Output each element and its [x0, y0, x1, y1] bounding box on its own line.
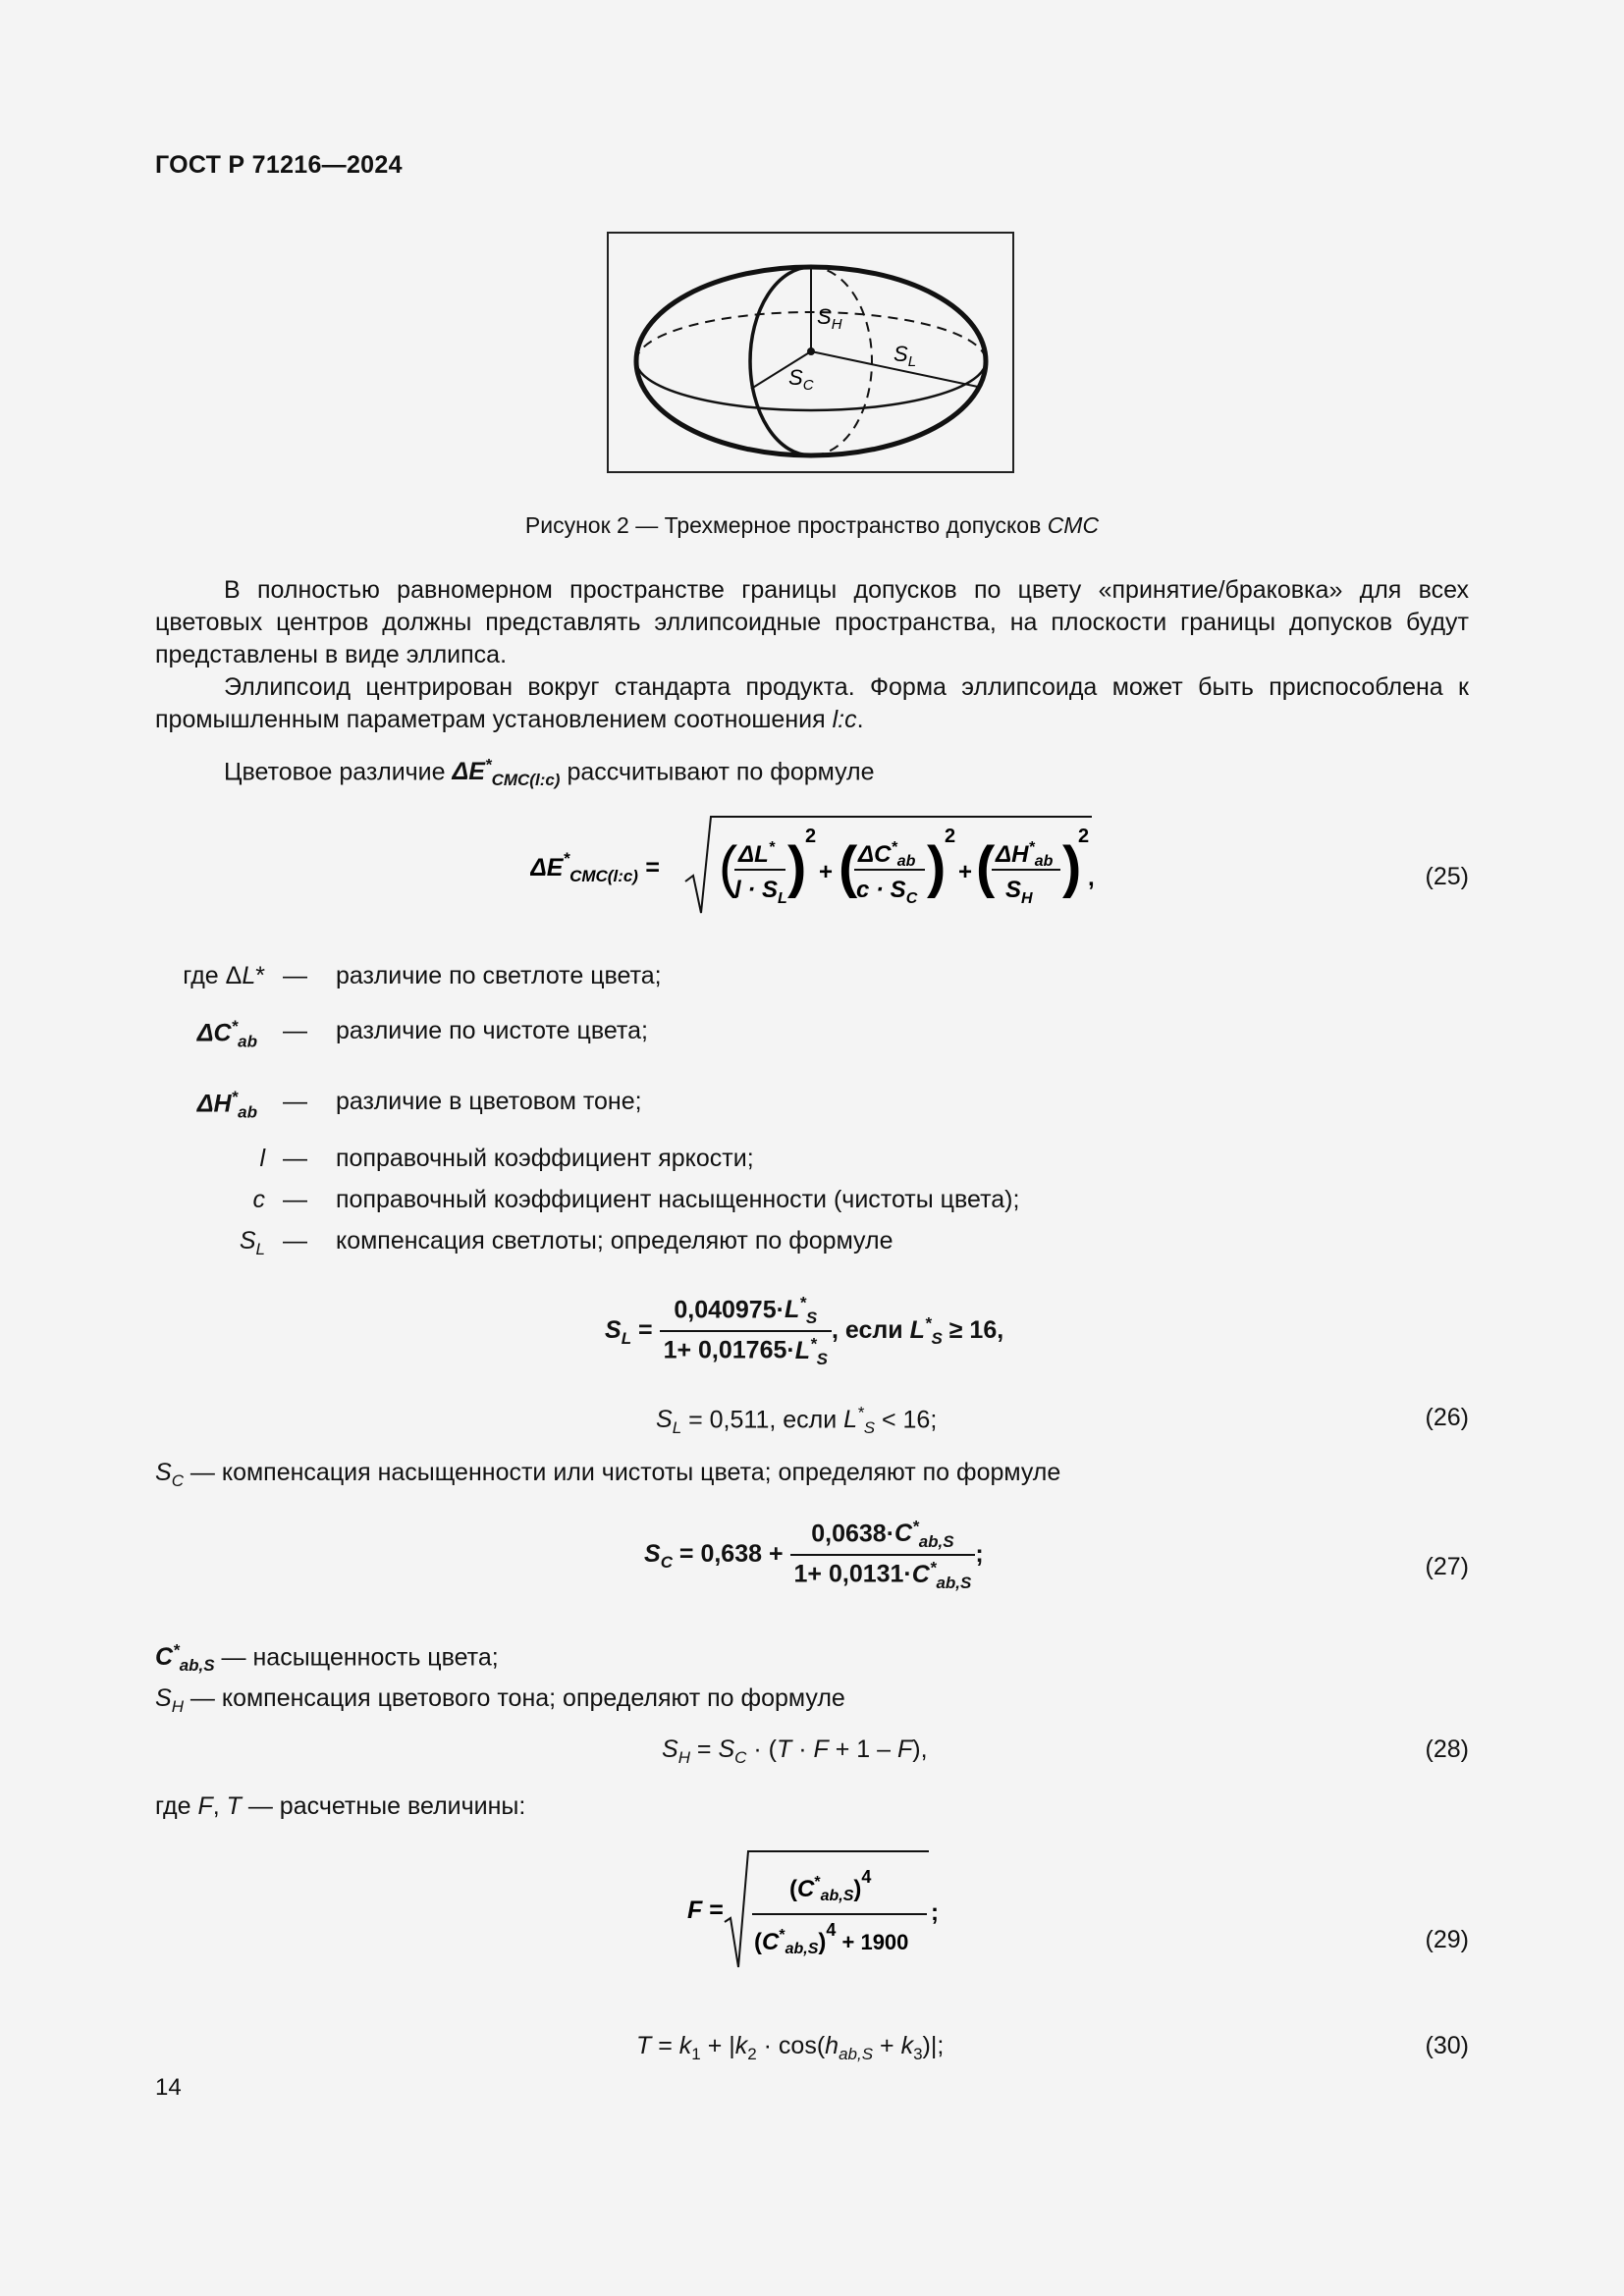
equation-29 — [687, 1847, 943, 1982]
def-dash-3: — — [283, 1088, 307, 1115]
def-symbol-l: l — [259, 1145, 265, 1172]
svg-text:): ) — [927, 835, 947, 899]
svg-text:(: ( — [839, 835, 858, 899]
def-symbol-dl: где ΔL* — [183, 962, 265, 989]
sc-label: $S_C$ — [788, 365, 814, 394]
def-dash-2: — — [283, 1017, 307, 1044]
svg-text:ΔE*CMC(l:c) =: $\Delta E^*_{CMC(l:c)}$ = — [530, 849, 660, 885]
def-text-l: поправочный коэффициент яркости; — [336, 1145, 754, 1172]
ellipsoid-figure — [607, 232, 1014, 473]
sh-definition: $S_H$ — компенсация цветового тона; определяют по формуле — [155, 1684, 845, 1716]
svg-text:ΔL*: ΔL* — [738, 839, 776, 868]
equation-28: $S_H = S_C \cdot (T \cdot F + 1 - F)$, — [662, 1735, 928, 1767]
svg-text:(C*ab,S)4 + 1900: $(C^*_{ab,S})^4 + 1900$ — [754, 1920, 909, 1957]
equation-27: $S_C = 0,638$ + $\frac{0,0638\cdot C^*_{ab,S}}{1+ 0,0131\cdot C^*_{ab,S}}$ ; — [644, 1518, 984, 1592]
paragraph-1: В полностью равномерном пространстве границы допусков по цвету «принятие/браковка» для всех цветовых центров должны представлять эллипсоидные пространства, на плоскости границы допусков будут представлены в виде эллипса. — [155, 576, 1469, 668]
svg-text:ΔC*ab: $\Delta C^*_{ab}$ — [858, 839, 916, 870]
equation-number-26: (26) — [1425, 1404, 1469, 1431]
equation-25 — [530, 813, 1100, 928]
paragraph-3: Цветовое различие $\Delta E^*_{CMC(l:c)}$ рассчитывают по формуле — [224, 756, 875, 790]
sl-label: $S_L$ — [893, 342, 917, 370]
def-text-sl: компенсация светлоты; определяют по формуле — [336, 1227, 893, 1255]
equation-26: $S_L = 0,511$, если $L^*_S < 16$; — [656, 1404, 938, 1438]
def-symbol-dh: $\Delta H^*_{ab}$ — [196, 1088, 257, 1122]
equation-number-25: (25) — [1425, 863, 1469, 890]
svg-text:2: 2 — [945, 826, 956, 847]
document-header: ГОСТ Р 71216—2024 — [155, 151, 403, 179]
ft-definition: где F, T — расчетные величины: — [155, 1792, 526, 1820]
equation-sl: $S_L$ = $\frac{0,040975\cdot L^*_S}{1+ 0,01765\cdot L^*_S}$ , если $L^*_S \ge 16$, — [605, 1294, 1004, 1368]
def-dash-4: — — [283, 1145, 307, 1172]
def-symbol-dc: $\Delta C^*_{ab}$ — [196, 1017, 257, 1051]
equation-number-28: (28) — [1425, 1735, 1469, 1763]
svg-text:2: 2 — [805, 826, 817, 847]
sc-definition: $S_C$ — компенсация насыщенности или чистоты цвета; определяют по формуле — [155, 1459, 1061, 1490]
svg-text:+: + — [958, 859, 973, 885]
def-dash-6: — — [283, 1227, 307, 1255]
svg-text:l · SL: $l \cdot S_L$ — [734, 877, 787, 907]
cabs-definition: $C^*_{ab,S}$ — насыщенность цвета; — [155, 1641, 499, 1676]
svg-text:c · SC: $c \cdot S_C$ — [856, 877, 918, 907]
svg-text:F =: F = — [687, 1896, 724, 1924]
def-text-dc: различие по чистоте цвета; — [336, 1017, 648, 1044]
svg-text:(C*ab,S)4: $(C^*_{ab,S})^4$ — [789, 1867, 872, 1904]
def-text-c: поправочный коэффициент насыщенности (чистоты цвета); — [336, 1186, 1020, 1213]
sh-label: $S_H$ — [817, 304, 842, 333]
svg-text:,: , — [1088, 865, 1095, 891]
figure-caption: Рисунок 2 — Трехмерное пространство допусков CMC — [524, 512, 1100, 538]
body-text — [155, 574, 1469, 736]
svg-text:+: + — [819, 859, 834, 885]
equation-number-30: (30) — [1425, 2032, 1469, 2059]
def-symbol-c: c — [252, 1186, 265, 1213]
paragraph-2: Эллипсоид центрирован вокруг стандарта продукта. Форма эллипсоида может быть приспособлена к промышленным параметрам установлением соотношения l:c. — [155, 673, 1469, 733]
svg-text:;: ; — [931, 1899, 939, 1926]
svg-text:SH: $S_H$ — [1005, 877, 1033, 907]
equation-number-29: (29) — [1425, 1926, 1469, 1953]
svg-text:ΔH*ab: $\Delta H^*_{ab}$ — [996, 839, 1054, 870]
ellipsoid-diagram — [609, 234, 1012, 471]
equation-number-27: (27) — [1425, 1553, 1469, 1580]
def-text-dh: различие в цветовом тоне; — [336, 1088, 642, 1115]
def-dash-1: — — [283, 962, 307, 989]
svg-text:(: ( — [719, 835, 738, 899]
svg-text:(: ( — [976, 835, 996, 899]
svg-text:): ) — [787, 835, 807, 899]
svg-text:): ) — [1062, 835, 1082, 899]
def-dash-5: — — [283, 1186, 307, 1213]
equation-30: $T = k_1 + |k_2 \cdot \cos(h_{ab,S} + k_3)|$; — [636, 2032, 945, 2063]
def-symbol-sl: $S_L$ — [239, 1227, 265, 1258]
page-number: 14 — [155, 2074, 182, 2101]
svg-text:2: 2 — [1078, 826, 1090, 847]
def-text-dl: различие по светлоте цвета; — [336, 962, 662, 989]
